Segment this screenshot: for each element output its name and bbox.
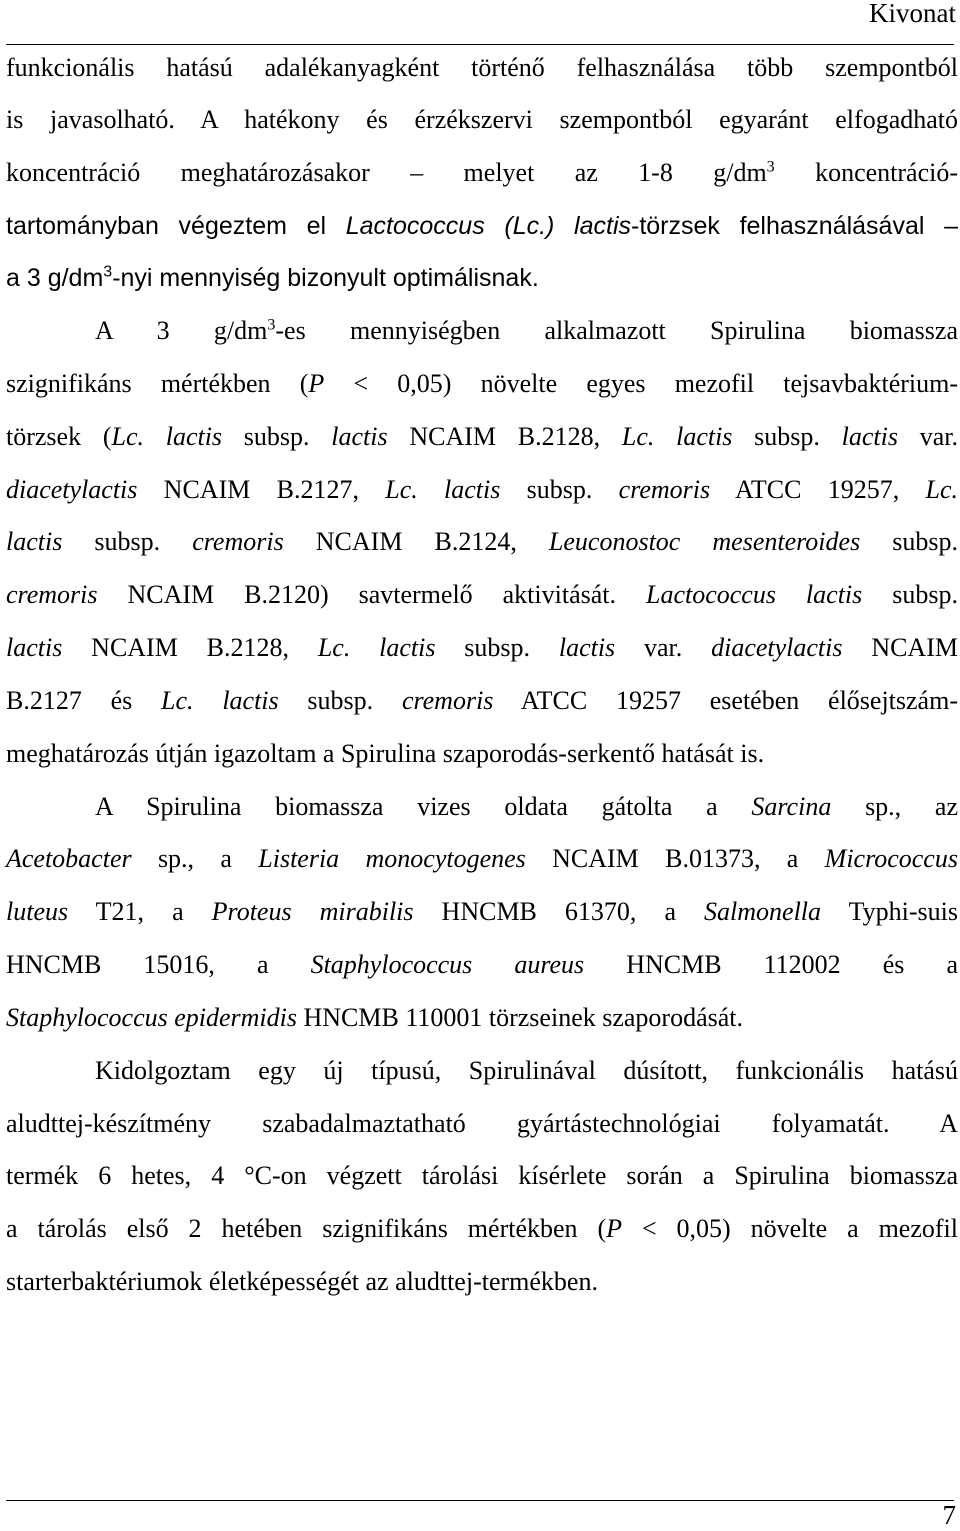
text-line: B.2127 és Lc. lactis subsp. cremoris ATCC 19257 esetében élősejtszám- [6,686,958,715]
text-line: A 3 $g/dm^3-es$ mennyiségben alkalmazott Spirulina biomassza [95,316,958,345]
text-line: koncentráció meghatározásakor – melyet az 1-8 $g/dm^3$ koncentráció- [6,158,958,187]
text-line: szignifikáns mértékben (P < 0,05) növelte egyes mezofil tejsavbaktérium- [6,369,959,398]
text-line: cremoris NCAIM B.2120) savtermelő aktivitását. Lactococcus lactis subsp. [6,580,958,609]
header-rule [6,44,954,45]
text-line: Staphylococcus epidermidis HNCMB 110001 törzseinek szaporodását. [6,1003,744,1032]
footer-rule [6,1500,954,1501]
text-line: is javasolható. A hatékony és érzékszervi szempontból egyaránt elfogadható [6,105,958,134]
text-line: A Spirulina biomassza vizes oldata gátolta a Sarcina sp., az [95,792,959,821]
running-header-title: Kivonat [869,0,956,28]
text-line: diacetylactis NCAIM B.2127, Lc. lactis subsp. cremoris ATCC 19257, Lc. [6,475,958,504]
text-line: meghatározás útján igazoltam a Spirulina szaporodás-serkentő hatását is. [6,739,765,768]
text-line: lactis NCAIM B.2128, Lc. lactis subsp. lactis var. diacetylactis NCAIM [6,633,958,662]
page-number: 7 [942,1500,956,1530]
text-line: termék 6 hetes, 4 °C-on végzett tárolási kísérlete során a Spirulina biomassza [6,1161,958,1190]
text-line: lactis subsp. cremoris NCAIM B.2124, Leuconostoc mesenteroides subsp. [6,527,958,556]
text-line: Kidolgoztam egy új típusú, Spirulinával dúsított, funkcionális hatású [95,1056,958,1085]
text-line: a 3 $g/dm^3$-nyi mennyiség bizonyult optimálisnak. [6,263,539,292]
text-line: funkcionális hatású adalékanyagként történő felhasználása több szempontból [6,53,958,82]
text-line: törzsek (Lc. lactis subsp. lactis NCAIM B.2128, Lc. lactis subsp. lactis var. [6,422,958,451]
text-line: starterbaktériumok életképességét az aludttej-termékben. [6,1267,598,1296]
text-line: aludttej-készítmény szabadalmaztatható gyártástechnológiai folyamatát. A [6,1109,958,1138]
text-line: HNCMB 15016, a Staphylococcus aureus HNCMB 112002 és a [6,950,958,979]
text-line: Acetobacter sp., a Listeria monocytogenes NCAIM B.01373, a Micrococcus [6,844,958,873]
text-line: tartományban végeztem el Lactococcus (Lc.) lactis-törzsek felhasználásával – [6,212,958,240]
text-line: a tárolás első 2 hetében szignifikáns mértékben (P < 0,05) növelte a mezofil [6,1214,958,1243]
text-line: luteus T21, a Proteus mirabilis HNCMB 61370, a Salmonella Typhi-suis [6,897,958,926]
